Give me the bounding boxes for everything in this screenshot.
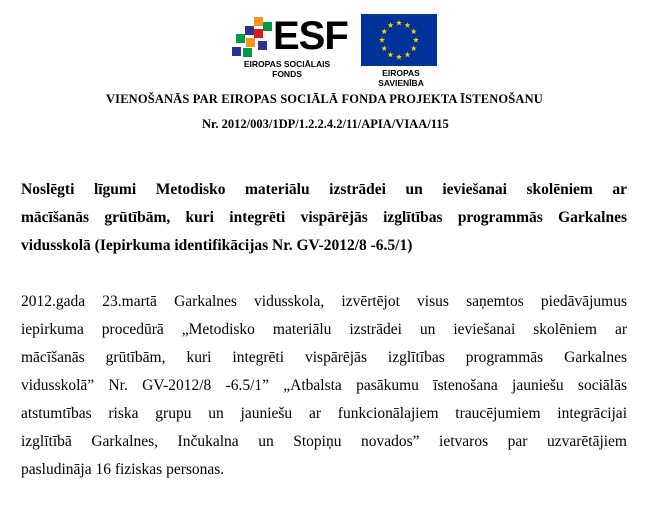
project-number: Nr. 2012/003/1DP/1.2.2.4.2/11/APIA/VIAA/115 xyxy=(202,117,449,131)
eu-flag-icon xyxy=(361,14,437,66)
body-line: pasludināja 16 fiziskas personas. xyxy=(21,461,225,478)
article-body xyxy=(21,288,627,484)
esf-logo xyxy=(232,14,347,80)
heading-line: Noslēgti līgumi Metodisko materiālu izstrādei un ieviešanai skolēniem ar xyxy=(21,181,627,198)
body-line: vidusskolā” Nr. GV-2012/8 -6.5/1” „Atbalsta pasākumu īstenošana jauniešu sociālās xyxy=(21,377,627,394)
body-line: atstumtības riska grupu un jauniešu ar funkcionālajiem traucējumiem integrācijai xyxy=(21,405,627,422)
esf-caption-line1: EIROPAS SOCIĀLAIS xyxy=(243,59,331,69)
body-line: iepirkuma procedūrā „Metodisko materiālu izstrādei un ieviešanai skolēniem ar xyxy=(21,321,627,338)
esf-caption-line2: FONDS xyxy=(272,68,302,79)
agreement-title: VIENOŠANĀS PAR EIROPAS SOCIĀLĀ FONDA PROJEKTA ĪSTENOŠANU xyxy=(106,92,543,106)
body-line: izglītībā Garkalnes, Inčukalna un Stopiņu novados” ietvaros par uzvarētājiem xyxy=(21,433,627,450)
heading-line: mācīšanās grūtībām, kuri integrēti vispārējās izglītības programmās Garkalnes xyxy=(21,209,627,226)
eu-caption: EIROPAS SAVIENĪBA xyxy=(378,68,424,88)
esf-wordmark: ESF xyxy=(273,14,348,58)
logo-bar xyxy=(0,14,648,88)
body-line: 2012.gada 23.martā Garkalnes vidusskola, izvērtējot visus saņemtos piedāvājumus xyxy=(21,293,627,310)
esf-mosaic-icon xyxy=(232,17,272,57)
heading-line: vidusskolā (Iepirkuma identifikācijas Nr. GV-2012/8 -6.5/1) xyxy=(21,237,413,254)
eu-logo xyxy=(359,14,447,88)
esf-caption xyxy=(232,60,342,79)
article-heading xyxy=(21,176,627,260)
body-line: mācīšanās grūtībām, kuri integrēti vispārējās izglītības programmās Garkalnes xyxy=(21,349,627,366)
